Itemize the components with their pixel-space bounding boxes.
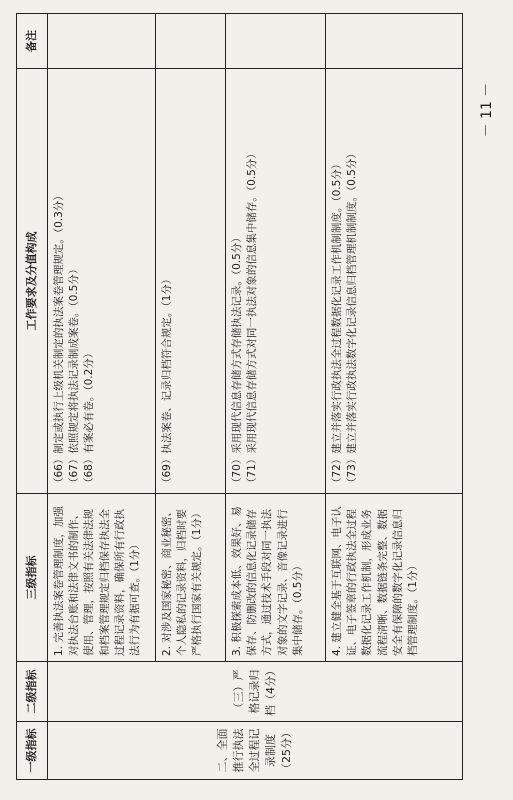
requirement-item: （66）制定或执行上级机关制定的执法案卷管理规定。（0.3分）: [53, 190, 65, 488]
header-level3: 三级指标: [17, 494, 48, 662]
remarks-cell: [156, 14, 226, 69]
requirement-item: （73）建立并落实行政执法数字化记录信息归档管理机制制度。（0.5分）: [346, 148, 359, 488]
requirement-item: （70）采用现代信息存储方式存储执法记录。（0.5分）: [231, 232, 243, 488]
level2-cell: （三）严格记录归档（4分）: [48, 662, 463, 722]
requirement-item: （69）执法案卷、记录归档符合规定。（1分）: [161, 273, 173, 488]
level3-cell: [48, 494, 156, 662]
requirement-item: （68）有案必有卷。（0.2分）: [83, 347, 96, 488]
header-level2: 二级指标: [17, 662, 48, 722]
requirement-item: （67）依照规定将执法记录制成案卷。（0.5分）: [68, 263, 81, 488]
requirement-item: （72）建立并落实行政执法全过程数据化记录工作机制制度。（0.5分）: [331, 158, 343, 488]
table-row: [48, 14, 156, 780]
remarks-cell: [326, 14, 463, 69]
indicator-text: 4. 建立健全基于互联网、电子认证、电子签章的行政执法全过程数据化记录工作机制，形成业务流程清晰、数据链条完整、数据安全有保障的数字化记录信息归档管理制度。（1分）: [331, 506, 420, 656]
header-requirements: 工作要求及分值构成: [17, 69, 48, 494]
requirements-cell: [326, 69, 463, 494]
page-number-text: － 11 －: [479, 82, 495, 138]
indicator-text: 1. 完善执法案卷管理制度，加强对执法台账和法律文书的制作、使用、管理，按照有关法律法规和档案管理规定归档保存执法全过程记录资料，确保所有行政执法行为有据可查。（1分）: [53, 506, 142, 656]
requirements-cell: [48, 69, 156, 494]
requirement-item: （71）采用现代信息存储方式对同一执法对象的信息集中储存。（0.5分）: [246, 148, 259, 488]
level3-cell: [156, 494, 226, 662]
header-row: [17, 14, 48, 780]
indicator-text: 3. 积极探索成本低、效果好、易保存、防删改的信息化记录储存方式，通过技术手段对同一执法对象的文字记录、音像记录进行集中储存。（0.5分）: [231, 506, 304, 656]
level3-cell: [226, 494, 326, 662]
header-remarks: 备注: [17, 14, 48, 69]
requirements-cell: [156, 69, 226, 494]
remarks-cell: [48, 14, 156, 69]
level3-cell: [326, 494, 463, 662]
requirements-cell: [226, 69, 326, 494]
page-number: [476, 70, 498, 150]
level1-cell: 二、全面推行执法全过程记录制度（25分）: [48, 722, 463, 780]
header-level1: 一级指标: [17, 722, 48, 780]
evaluation-table: [16, 13, 463, 780]
indicator-text: 2. 对涉及国家秘密、商业秘密、个人隐私的记录资料，归档时要严格执行国家有关规定。（1分）: [161, 506, 204, 656]
remarks-cell: [226, 14, 326, 69]
rotated-table-wrapper: [16, 14, 463, 780]
